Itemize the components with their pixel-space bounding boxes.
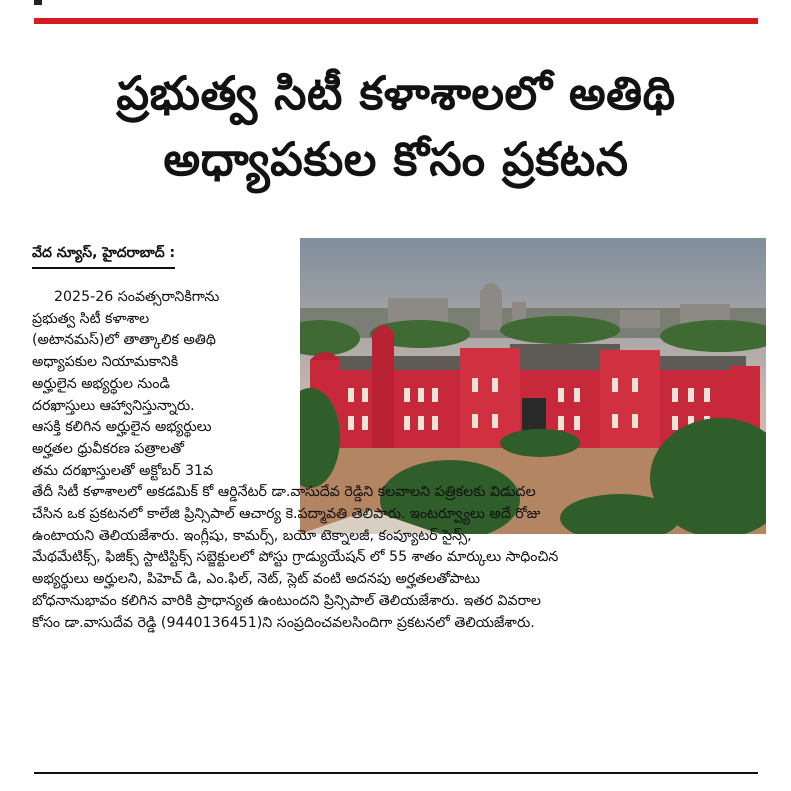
article-text-line: అర్హులైన అభ్యర్థుల నుండి — [32, 375, 170, 392]
headline-line-1: ప్రభుత్వ సిటీ కళాశాలలో అతిథి — [116, 66, 676, 120]
article-text-line: మేథమేటిక్స్, ఫిజిక్స్ స్టాటిస్టిక్స్ సబ్జెక్టులలో పోస్టు గ్రాడ్యుయేషన్ లో 55 శాతం మార్కులు సాధించిన — [32, 549, 559, 566]
article-text-line: 2025-26 సంవత్సరానికిగాను — [54, 289, 220, 305]
article-text-line: (అటానమస్)లో తాత్కాలిక అతిథి — [32, 332, 216, 349]
headline-line-2: అధ్యాపకుల కోసం ప్రకటన — [163, 132, 629, 186]
article-text-line: బోధనానుభావం కలిగిన వారికి ప్రాధాన్యత ఉంటుందని ప్రిన్సిపాల్ తెలియజేశారు. ఇతర వివరాల — [32, 592, 541, 609]
article-text-line: కోసం డా.వాసుదేవ రెడ్డి (9440136451)ని సంప్రదించవలసిందిగా ప్రకటనలో తెలియజేశారు. — [32, 614, 535, 631]
article-text-line: చేసిన ఒక ప్రకటనలో కాలేజి ప్రిన్సిపాల్ ఆచార్య కె.పద్మావతి తెలిపారు. ఇంటర్వ్యూలు అదే రోజు — [32, 506, 541, 522]
header-red-rule — [34, 18, 758, 24]
article-headline — [20, 60, 772, 192]
article-text-line: దరఖాస్తులు ఆహ్వానిస్తున్నారు. — [32, 397, 195, 414]
article-text-line: అధ్యాపకుల నియామకానికి — [32, 354, 179, 371]
article-text-line: ఉంటాయని తెలియజేశారు. ఇంగ్లీషు, కామర్స్, బయో టెక్నాలజీ, కంప్యూటర్ సైన్స్, — [32, 527, 472, 544]
article-text-line: ప్రభుత్వ సిటీ కళాశాల — [32, 310, 150, 327]
article-text-line: అర్హతల ధ్రువీకరణ పత్రాలతో — [32, 440, 184, 457]
article-text-line: తేదీ సిటీ కళాశాలలో అకడమిక్ కో ఆర్డినేటర్ డా.వాసుదేవ రెడ్డిని కలవాలని పత్రికలకు విడుదల — [32, 484, 536, 501]
article-text-line: తమ దరఖాస్తులతో అక్టోబర్ 31వ — [32, 462, 214, 479]
article-text-line: అభ్యర్థులు అర్హులని, పిహెచ్ డి, ఎం.ఫిల్, నెట్, స్లెట్ వంటి అదనపు అర్హతలతోపాటు — [32, 571, 481, 588]
article-text-line: ఆసక్తి కలిగిన అర్హులైన అభ్యర్థులు — [32, 419, 212, 436]
footer-rule — [34, 772, 758, 774]
top-edge-mark — [34, 0, 42, 5]
byline: వేద న్యూస్, హైదరాబాద్ : — [32, 243, 175, 269]
